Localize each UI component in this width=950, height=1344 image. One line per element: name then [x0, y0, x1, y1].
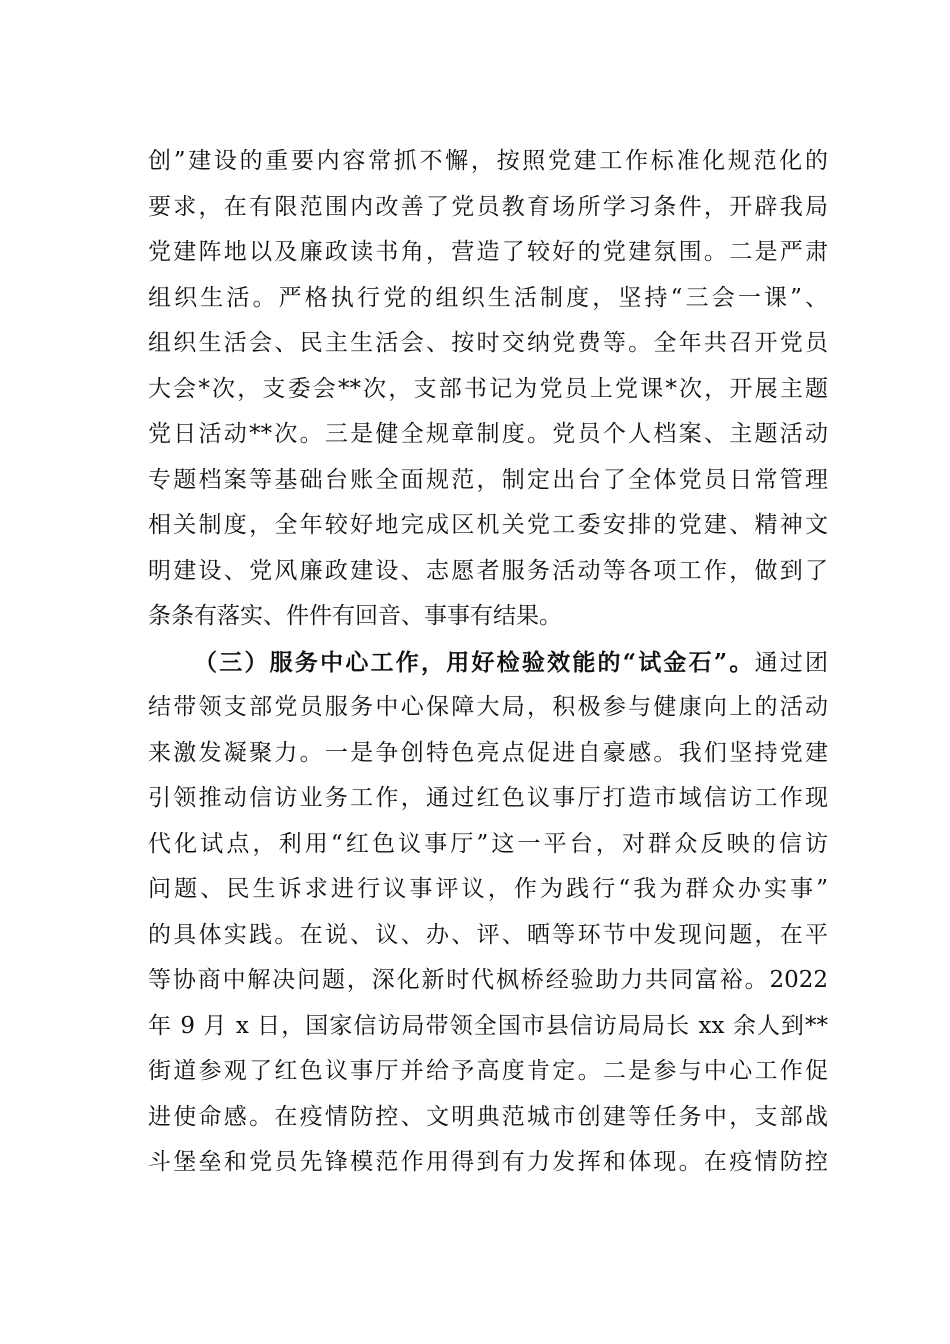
text-line: 条条有落实、件件有回音、事事有结果。: [148, 603, 562, 629]
text-line: 进使命感。在疫情防控、文明典范城市创建等任务中，支部战: [148, 1103, 828, 1130]
text-line: 专题档案等基础台账全面规范，制定出台了全体党员日常管理: [148, 466, 828, 493]
text-line: 来激发凝聚力。一是争创特色亮点促进自豪感。我们坚持党建: [148, 739, 828, 766]
text-line: 大会*次，支委会**次，支部书记为党员上党课*次，开展主题: [148, 375, 828, 402]
text-line: 组织生活。严格执行党的组织生活制度，坚持“三会一课”、: [148, 284, 828, 311]
text-line: 要求，在有限范围内改善了党员教育场所学习条件，开辟我局: [148, 193, 828, 220]
text-line: 的具体实践。在说、议、办、评、晒等环节中发现问题，在平: [148, 921, 828, 948]
text-line: 代化试点，利用“红色议事厅”这一平台，对群众反映的信访: [148, 830, 828, 857]
section-heading-rest: 通过团: [754, 649, 829, 676]
text-line: 党建阵地以及廉政读书角，营造了较好的党建氛围。二是严肃: [148, 239, 828, 265]
body-text: [148, 139, 828, 1186]
text-line: 创”建设的重要内容常抓不懈，按照党建工作标准化规范化的: [148, 148, 828, 174]
text-line: 党日活动**次。三是健全规章制度。党员个人档案、主题活动: [148, 421, 828, 447]
text-line: 等协商中解决问题，深化新时代枫桥经验助力共同富裕。2022: [148, 967, 828, 993]
text-line: 明建设、党风廉政建设、志愿者服务活动等各项工作，做到了: [148, 557, 828, 584]
text-line: 年 9 月 x 日，国家信访局带领全国市县信访局局长 xx 余人到**: [148, 1012, 828, 1039]
text-line: 组织生活会、民主生活会、按时交纳党费等。全年共召开党员: [148, 330, 828, 356]
text-line: 街道参观了红色议事厅并给予高度肯定。二是参与中心工作促: [148, 1058, 828, 1084]
text-line: 结带领支部党员服务中心保障大局，积极参与健康向上的活动: [148, 694, 828, 720]
section-heading: （三）服务中心工作，用好检验效能的“试金石”。: [194, 648, 755, 676]
section-heading-line: [148, 640, 828, 686]
text-line: 相关制度，全年较好地完成区机关党工委安排的党建、精神文: [148, 512, 828, 538]
text-line: 引领推动信访业务工作，通过红色议事厅打造市域信访工作现: [148, 785, 828, 811]
text-line: 问题、民生诉求进行议事评议，作为践行“我为群众办实事”: [148, 876, 828, 902]
text-line: 斗堡垒和党员先锋模范作用得到有力发挥和体现。在疫情防控: [148, 1149, 828, 1175]
